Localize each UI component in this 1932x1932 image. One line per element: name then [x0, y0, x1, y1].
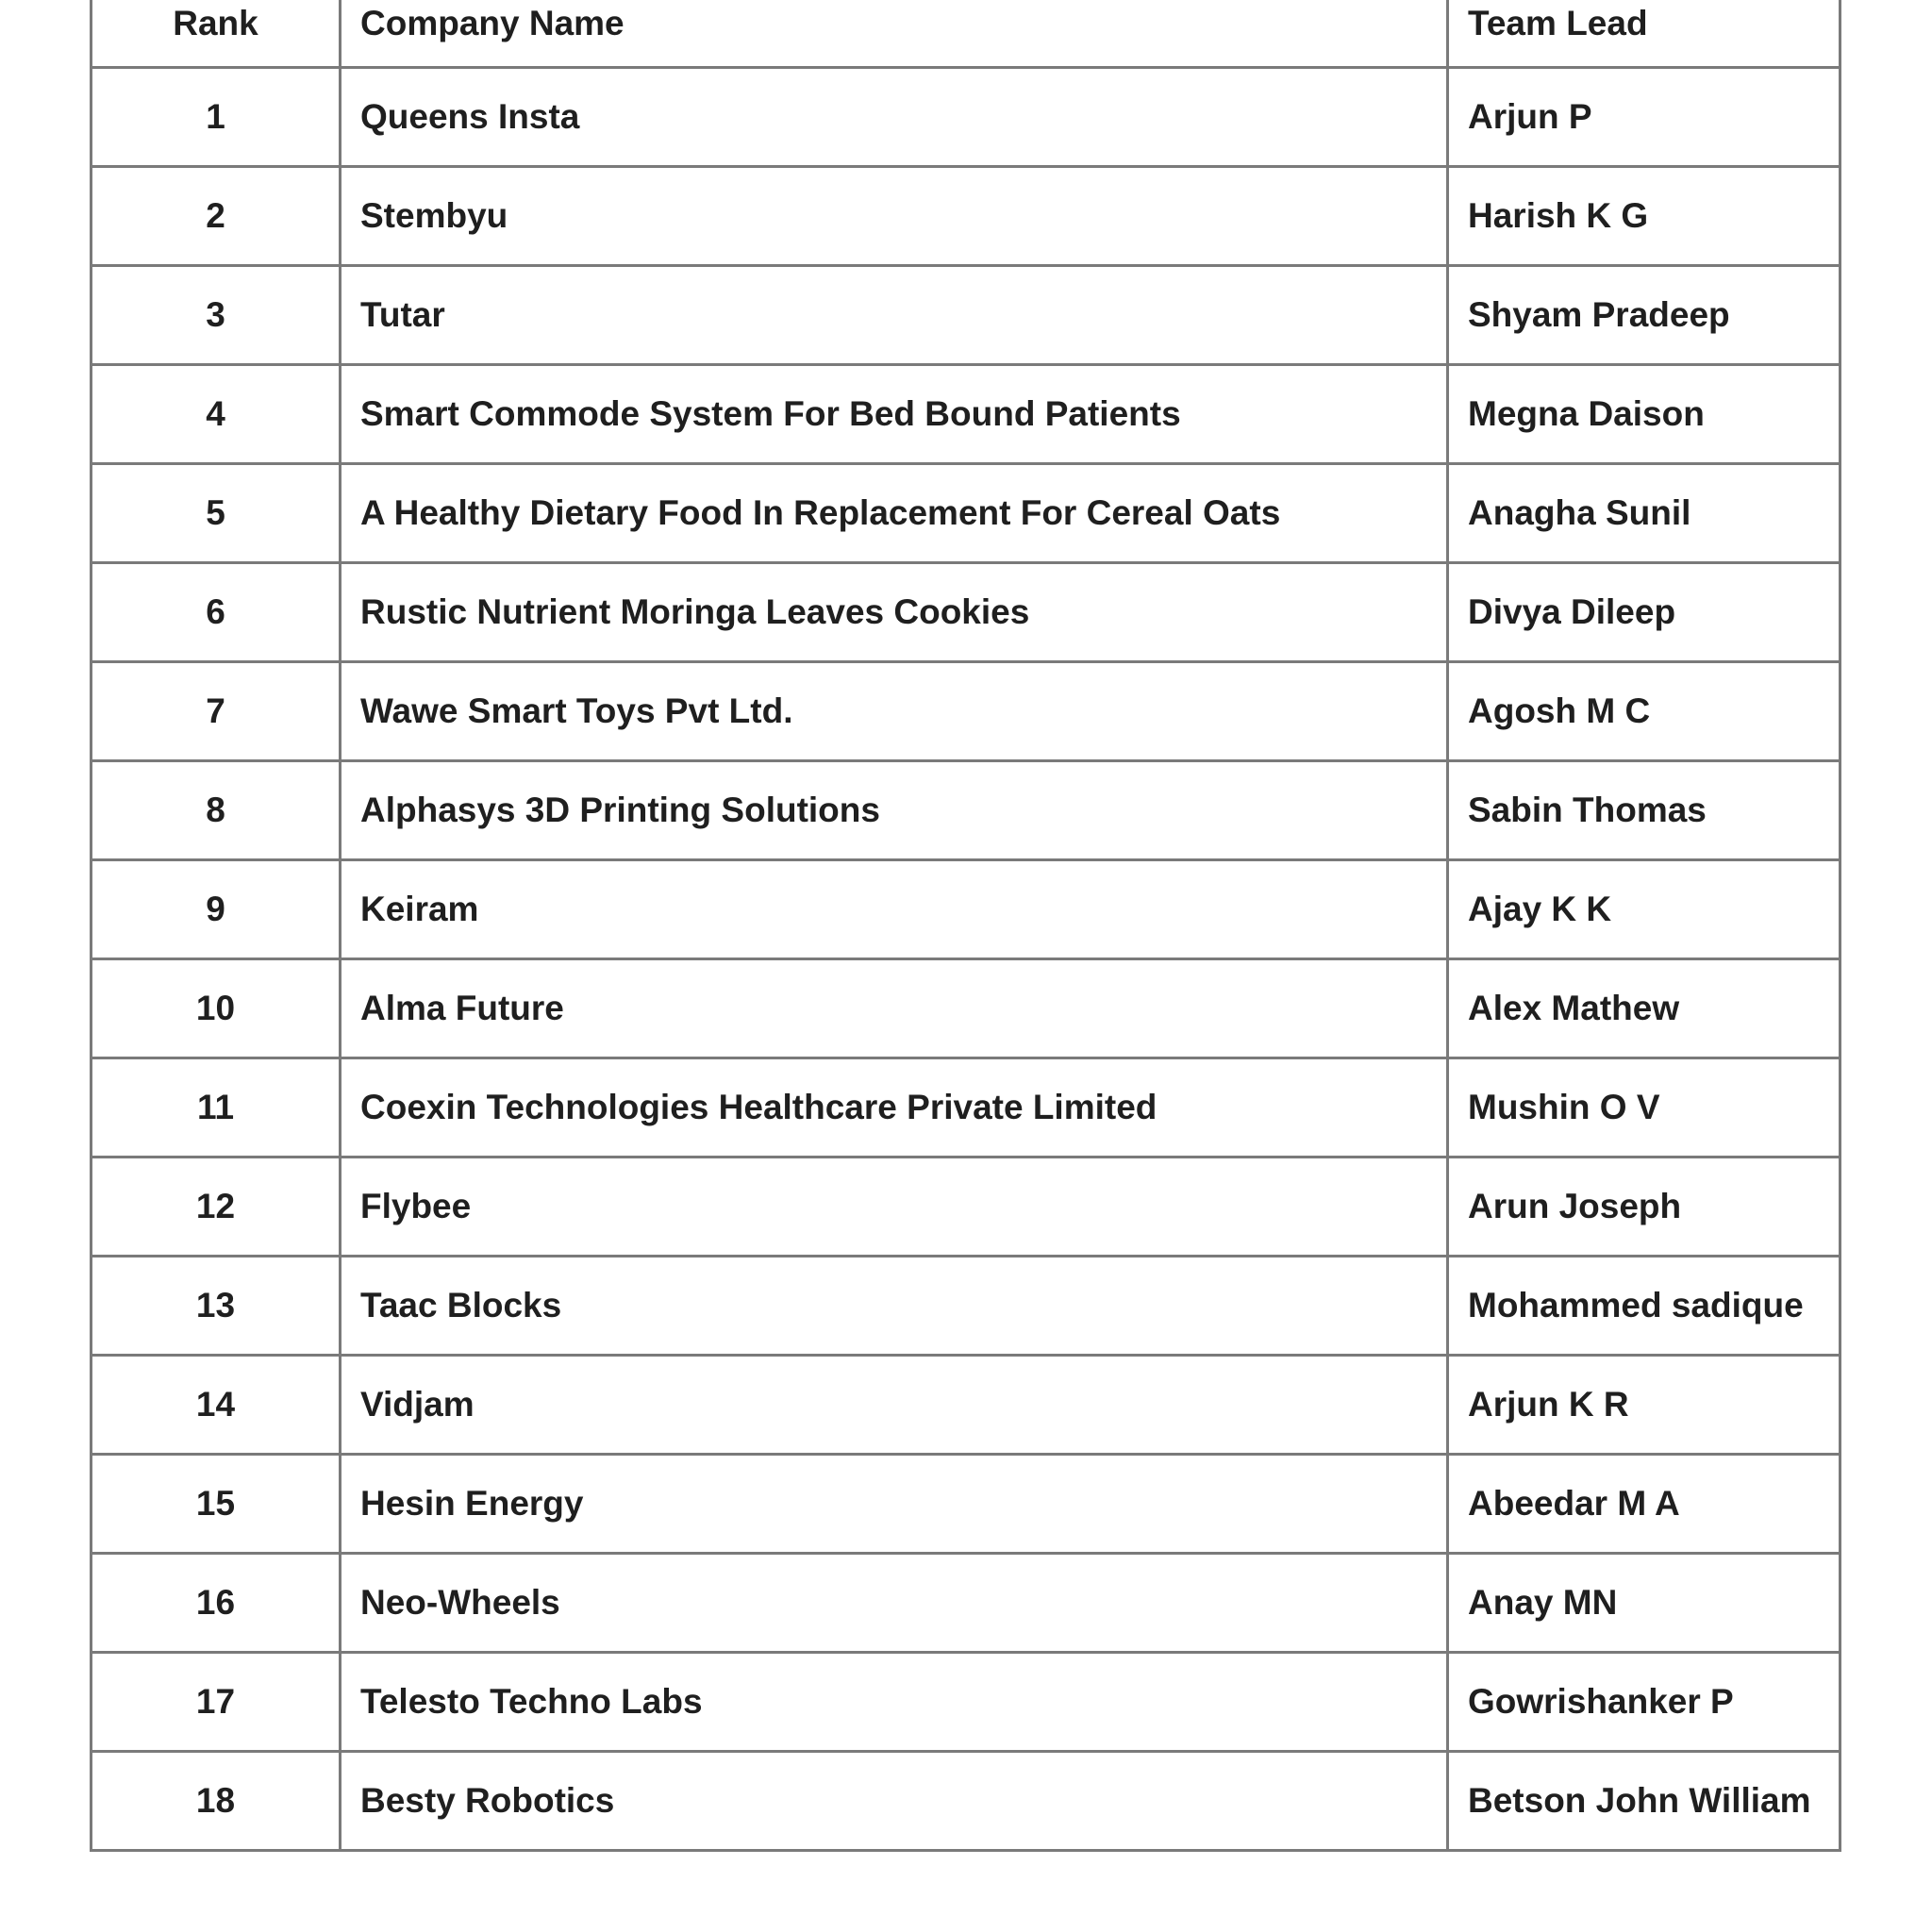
- rank-cell: 18: [92, 1752, 341, 1851]
- rank-cell: 12: [92, 1158, 341, 1257]
- rank-cell: 10: [92, 959, 341, 1058]
- company-name-cell: Smart Commode System For Bed Bound Patients: [341, 365, 1448, 464]
- rank-cell: 2: [92, 167, 341, 266]
- team-lead-cell: Betson John William: [1448, 1752, 1840, 1851]
- table-body: [92, 68, 1840, 1851]
- team-lead-cell: Gowrishanker P: [1448, 1653, 1840, 1752]
- table-row: [92, 563, 1840, 662]
- team-lead-cell: Harish K G: [1448, 167, 1840, 266]
- team-lead-cell: Megna Daison: [1448, 365, 1840, 464]
- rank-cell: 1: [92, 68, 341, 167]
- table-row: [92, 959, 1840, 1058]
- company-name-cell: Coexin Technologies Healthcare Private Limited: [341, 1058, 1448, 1158]
- table-row: [92, 1653, 1840, 1752]
- company-name-cell: Telesto Techno Labs: [341, 1653, 1448, 1752]
- team-lead-cell: Anagha Sunil: [1448, 464, 1840, 563]
- team-lead-cell: Mushin O V: [1448, 1058, 1840, 1158]
- table-header: [92, 0, 1840, 68]
- table-row: [92, 1356, 1840, 1455]
- company-name-cell: Alma Future: [341, 959, 1448, 1058]
- rank-cell: 15: [92, 1455, 341, 1554]
- rank-cell: 17: [92, 1653, 341, 1752]
- table-row: [92, 1455, 1840, 1554]
- table-row: [92, 266, 1840, 365]
- company-name-cell: Queens Insta: [341, 68, 1448, 167]
- rank-cell: 8: [92, 761, 341, 860]
- company-column-header: Company Name: [341, 0, 1448, 68]
- company-name-cell: Flybee: [341, 1158, 1448, 1257]
- rank-cell: 5: [92, 464, 341, 563]
- company-name-cell: Tutar: [341, 266, 1448, 365]
- table-row: [92, 464, 1840, 563]
- ranking-table: [90, 0, 1841, 1852]
- company-name-cell: Keiram: [341, 860, 1448, 959]
- team-lead-cell: Divya Dileep: [1448, 563, 1840, 662]
- company-name-cell: Hesin Energy: [341, 1455, 1448, 1554]
- table-row: [92, 68, 1840, 167]
- company-name-cell: Neo-Wheels: [341, 1554, 1448, 1653]
- table-row: [92, 1752, 1840, 1851]
- company-name-cell: Besty Robotics: [341, 1752, 1448, 1851]
- team-lead-cell: Sabin Thomas: [1448, 761, 1840, 860]
- rank-column-header: Rank: [92, 0, 341, 68]
- rank-cell: 3: [92, 266, 341, 365]
- company-name-cell: Wawe Smart Toys Pvt Ltd.: [341, 662, 1448, 761]
- company-name-cell: Taac Blocks: [341, 1257, 1448, 1356]
- team-lead-cell: Agosh M C: [1448, 662, 1840, 761]
- team-lead-cell: Shyam Pradeep: [1448, 266, 1840, 365]
- company-name-cell: Alphasys 3D Printing Solutions: [341, 761, 1448, 860]
- team-lead-cell: Mohammed sadique: [1448, 1257, 1840, 1356]
- rank-cell: 6: [92, 563, 341, 662]
- table-row: [92, 860, 1840, 959]
- rank-cell: 14: [92, 1356, 341, 1455]
- team-lead-cell: Anay MN: [1448, 1554, 1840, 1653]
- rank-cell: 16: [92, 1554, 341, 1653]
- team-lead-cell: Abeedar M A: [1448, 1455, 1840, 1554]
- table-row: [92, 1058, 1840, 1158]
- table-row: [92, 1257, 1840, 1356]
- team-lead-cell: Arun Joseph: [1448, 1158, 1840, 1257]
- team-lead-cell: Arjun K R: [1448, 1356, 1840, 1455]
- table-row: [92, 365, 1840, 464]
- table-row: [92, 662, 1840, 761]
- rank-cell: 9: [92, 860, 341, 959]
- rank-cell: 7: [92, 662, 341, 761]
- company-name-cell: Vidjam: [341, 1356, 1448, 1455]
- table-row: [92, 1554, 1840, 1653]
- table-row: [92, 761, 1840, 860]
- rank-cell: 13: [92, 1257, 341, 1356]
- header-row: [92, 0, 1840, 68]
- table-row: [92, 1158, 1840, 1257]
- company-name-cell: A Healthy Dietary Food In Replacement For Cereal Oats: [341, 464, 1448, 563]
- rank-cell: 11: [92, 1058, 341, 1158]
- team-lead-column-header: Team Lead: [1448, 0, 1840, 68]
- company-name-cell: Stembyu: [341, 167, 1448, 266]
- company-name-cell: Rustic Nutrient Moringa Leaves Cookies: [341, 563, 1448, 662]
- table-row: [92, 167, 1840, 266]
- team-lead-cell: Arjun P: [1448, 68, 1840, 167]
- rank-cell: 4: [92, 365, 341, 464]
- team-lead-cell: Ajay K K: [1448, 860, 1840, 959]
- team-lead-cell: Alex Mathew: [1448, 959, 1840, 1058]
